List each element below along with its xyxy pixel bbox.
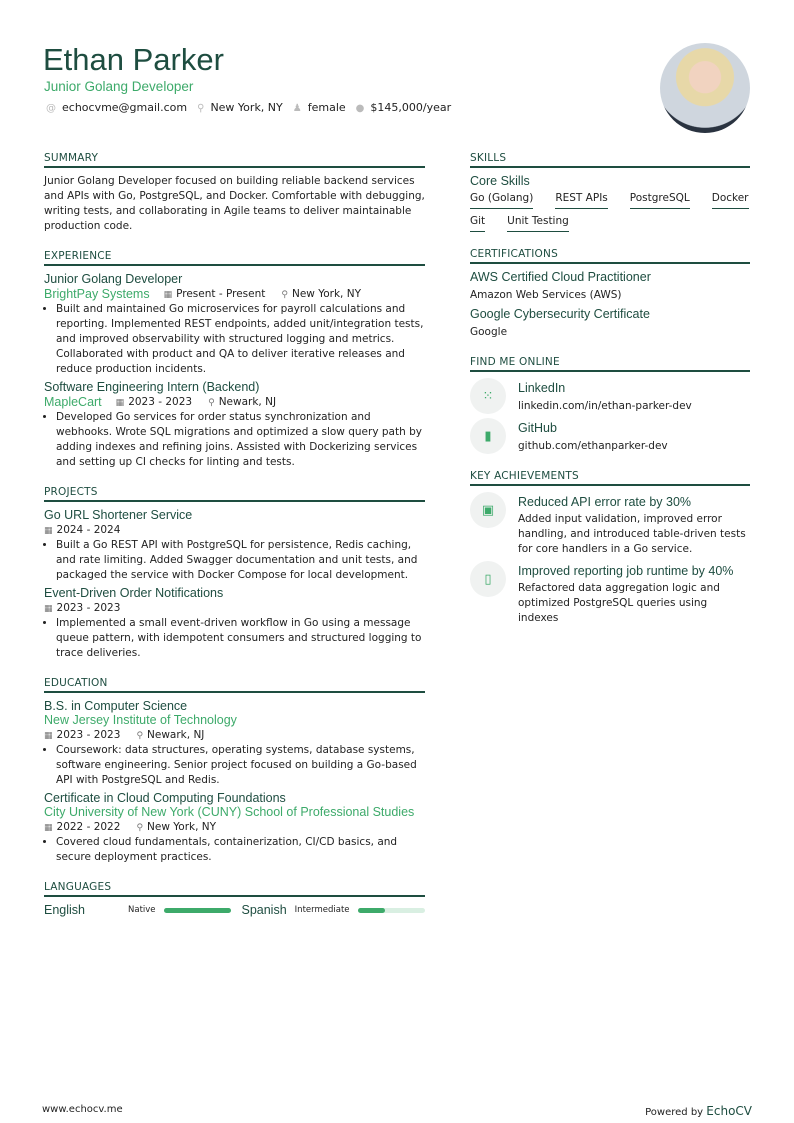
achievement-text: Added input validation, improved error handling, and introduced table-driven tests for core handlers in a Go service. — [518, 513, 746, 555]
online-item[interactable] — [470, 418, 750, 454]
location: New York, NY — [291, 288, 361, 300]
location: Newark, NJ — [147, 729, 205, 741]
section-heading: LANGUAGES — [44, 881, 425, 897]
degree: Certificate in Cloud Computing Foundations — [44, 791, 286, 805]
language-bar — [164, 908, 231, 913]
calendar-icon: ▦ — [44, 604, 53, 614]
location: New York, NY — [147, 821, 217, 833]
achievement-text: Refactored data aggregation logic and optimized PostgreSQL queries using indexes — [518, 582, 720, 624]
summary-section — [44, 152, 425, 234]
experience-section — [44, 250, 425, 470]
tablet-icon: ▯ — [470, 561, 506, 597]
location-pin-icon: ⚲ — [136, 823, 144, 833]
language-level: Native — [128, 905, 156, 915]
footer-site[interactable]: www.echocv.me — [42, 1104, 123, 1115]
dates: Present - Present — [176, 288, 266, 300]
position-title: Software Engineering Intern (Backend) — [44, 380, 260, 394]
skill-tag: REST APIs — [555, 192, 607, 209]
person-icon: ♟ — [292, 103, 302, 114]
location-pin-icon: ⚲ — [281, 290, 288, 300]
section-heading: SKILLS — [470, 152, 750, 168]
link-name: LinkedIn — [518, 381, 566, 395]
languages-section — [44, 881, 425, 917]
brand-logo[interactable]: EchoCV — [706, 1104, 752, 1118]
calendar-icon: ▦ — [44, 526, 53, 536]
education-section — [44, 677, 425, 865]
gender: female — [307, 101, 346, 114]
language-level: Intermediate — [294, 905, 350, 915]
calendar-icon: ▦ — [163, 290, 173, 300]
school: City University of New York (CUNY) School of Professional Studies — [44, 805, 415, 819]
online-section — [470, 356, 750, 454]
achievement-item — [470, 561, 750, 626]
achievements-section — [470, 470, 750, 626]
powered-by-label: Powered by — [645, 1107, 704, 1118]
section-heading: FIND ME ONLINE — [470, 356, 750, 372]
cert-issuer: Google — [470, 326, 508, 338]
bullet: • Covered cloud fundamentals, containerization, CI/CD basics, and secure deployment practices. — [56, 835, 425, 865]
skill-tag: Go (Golang) — [470, 192, 533, 209]
section-heading: CERTIFICATIONS — [470, 248, 750, 264]
summary-text: Junior Golang Developer focused on building reliable backend services and APIs with Go, PostgreSQL, and Docker. Comfortable with debugging, writing tests, and collaborating in Agile teams to deliver maintainable production code. — [44, 175, 425, 232]
calendar-icon: ▦ — [44, 731, 53, 741]
bullet: • Built a Go REST API with PostgreSQL for persistence, Redis caching, and rate limiting. Added Swagger documentation and unit tests, and packaged the service with Docker Compose for local development. — [56, 538, 425, 583]
link-url[interactable]: linkedin.com/in/ethan-parker-dev — [518, 400, 692, 412]
experience-item — [44, 380, 425, 470]
section-heading: EDUCATION — [44, 677, 425, 693]
linkedin-icon: ⁙ — [470, 378, 506, 414]
at-icon: @ — [46, 103, 56, 114]
clipboard-check-icon: ▣ — [470, 492, 506, 528]
skill-tag: PostgreSQL — [630, 192, 690, 209]
company: MapleCart — [44, 395, 102, 409]
position-title: Junior Golang Developer — [44, 272, 183, 286]
dates: 2022 - 2022 — [56, 821, 121, 833]
section-heading: KEY ACHIEVEMENTS — [470, 470, 750, 486]
money-icon: ● — [355, 103, 365, 114]
project-title: Event-Driven Order Notifications — [44, 586, 224, 600]
skill-tag: Git — [470, 215, 485, 232]
left-column — [44, 152, 425, 933]
bullet: • Built and maintained Go microservices for payroll calculations and reporting. Implemented REST endpoints, added unit/integration tests, and improved observability with structured logging and metrics. Collaborated with product and QA to deliver iterative releases and reduce production incidents. — [56, 302, 425, 377]
right-column — [470, 152, 750, 642]
cert-issuer: Amazon Web Services (AWS) — [470, 289, 622, 301]
location-pin-icon: ⚲ — [208, 398, 215, 408]
location-pin-icon: ⚲ — [197, 103, 205, 114]
calendar-icon: ▦ — [44, 823, 53, 833]
cert-name: AWS Certified Cloud Practitioner — [470, 270, 651, 284]
dates: 2023 - 2023 — [56, 729, 121, 741]
link-name: GitHub — [518, 421, 557, 435]
experience-item — [44, 272, 425, 377]
cert-name: Google Cybersecurity Certificate — [470, 307, 650, 321]
dates: 2023 - 2023 — [56, 602, 121, 614]
section-heading: SUMMARY — [44, 152, 425, 168]
job-title: Junior Golang Developer — [44, 79, 194, 94]
location: Newark, NJ — [218, 396, 277, 408]
section-heading: EXPERIENCE — [44, 250, 425, 266]
language-name: Spanish — [241, 903, 287, 917]
projects-section — [44, 486, 425, 661]
github-icon: ▮ — [470, 418, 506, 454]
location-pin-icon: ⚲ — [136, 731, 144, 741]
candidate-name: Ethan Parker — [43, 42, 224, 77]
bullet: • Implemented a small event-driven workflow in Go using a message queue pattern, with idempotent consumers and structured logging to trace deliveries. — [56, 616, 425, 661]
skill-tag: Docker — [712, 192, 749, 209]
skills-section — [470, 152, 750, 232]
achievement-item — [470, 492, 750, 557]
section-heading: PROJECTS — [44, 486, 425, 502]
school: New Jersey Institute of Technology — [44, 713, 237, 727]
bullet: • Coursework: data structures, operating systems, database systems, software engineering. Senior project focused on building a Go-based API with PostgreSQL and Redis. — [56, 743, 425, 788]
online-item[interactable] — [470, 378, 750, 414]
certifications-section — [470, 248, 750, 340]
bullet: • Developed Go services for order status synchronization and webhooks. Wrote SQL migrations and optimized a slow query path by adding indexes and refining joins. Assisted with Dockerizing services and setting up CI checks for linting and tests. — [56, 410, 425, 470]
email[interactable]: echocvme@gmail.com — [62, 101, 188, 114]
dates: 2023 - 2023 — [128, 396, 193, 408]
degree: B.S. in Computer Science — [44, 699, 188, 713]
dates: 2024 - 2024 — [56, 524, 121, 536]
language-bar — [358, 908, 425, 913]
calendar-icon: ▦ — [115, 398, 125, 408]
footer-powered — [645, 1104, 752, 1118]
link-url[interactable]: github.com/ethanparker-dev — [518, 440, 668, 452]
project-title: Go URL Shortener Service — [44, 508, 193, 522]
salary: $145,000/year — [370, 101, 452, 114]
achievement-title: Improved reporting job runtime by 40% — [518, 564, 734, 578]
skill-group: Core Skills — [470, 174, 530, 188]
achievement-title: Reduced API error rate by 30% — [518, 495, 692, 509]
location: New York, NY — [210, 101, 283, 114]
language-name: English — [44, 903, 85, 917]
profile-photo — [660, 43, 750, 133]
skill-tag: Unit Testing — [507, 215, 569, 232]
company: BrightPay Systems — [44, 287, 150, 301]
contact-info — [46, 101, 451, 114]
